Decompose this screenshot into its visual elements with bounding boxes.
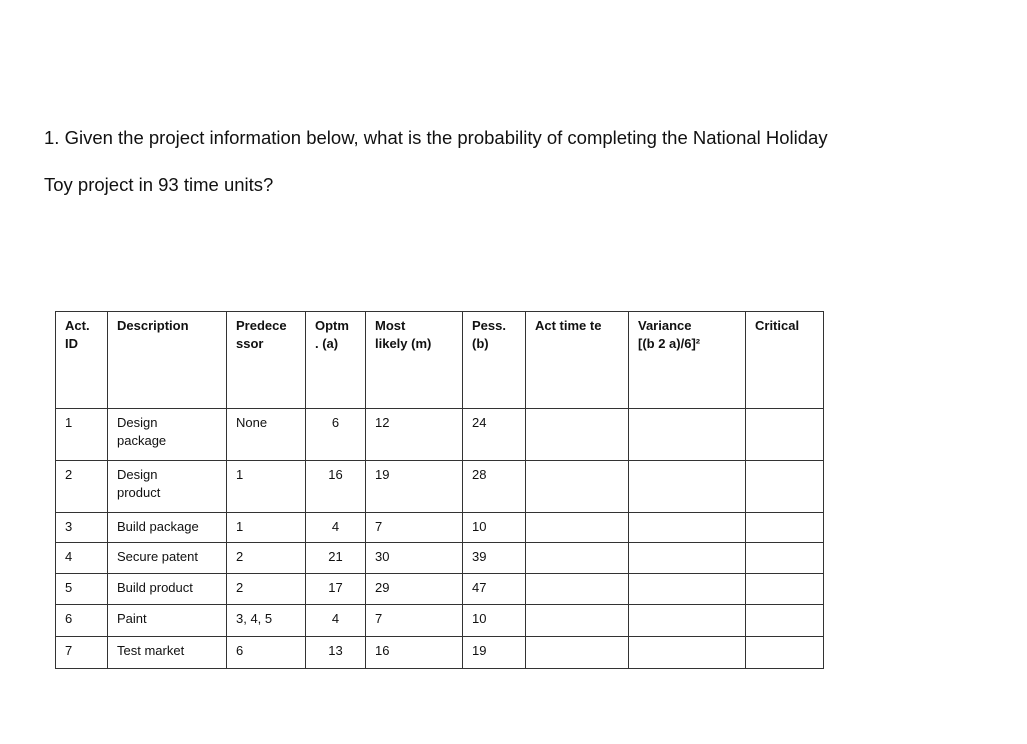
table-cell <box>526 543 629 574</box>
table-cell: 7 <box>366 605 463 637</box>
column-header <box>306 312 366 409</box>
table-cell: 5 <box>56 574 108 605</box>
table-cell <box>746 409 824 461</box>
column-header <box>526 312 629 409</box>
table-row <box>56 461 824 513</box>
table-cell <box>746 605 824 637</box>
header-line: Optm <box>315 318 349 333</box>
table-cell: 2 <box>227 574 306 605</box>
table-cell: 28 <box>463 461 526 513</box>
table-cell <box>629 409 746 461</box>
table-cell <box>526 574 629 605</box>
header-line: ssor <box>236 336 264 351</box>
table-cell: 3, 4, 5 <box>227 605 306 637</box>
table-cell: 39 <box>463 543 526 574</box>
table-header-row <box>56 312 824 409</box>
table-cell: 16 <box>306 461 366 513</box>
table-cell: Design package <box>108 409 227 461</box>
table-row <box>56 574 824 605</box>
table-cell: 1 <box>56 409 108 461</box>
table-cell: 2 <box>227 543 306 574</box>
header-line: ID <box>65 336 78 351</box>
table-cell <box>629 574 746 605</box>
table-cell: 19 <box>463 637 526 669</box>
header-line: Description <box>117 318 189 333</box>
table-cell <box>629 543 746 574</box>
header-line: Predece <box>236 318 287 333</box>
column-header <box>463 312 526 409</box>
header-line: . (a) <box>315 336 339 351</box>
table-cell <box>526 637 629 669</box>
table-cell: 6 <box>56 605 108 637</box>
table-cell <box>526 409 629 461</box>
header-line: Variance <box>638 318 692 333</box>
header-line: Most <box>375 318 406 333</box>
table-cell: 1 <box>227 513 306 543</box>
table-cell: 6 <box>227 637 306 669</box>
question-line-1: 1. Given the project information below, what is the probability of completing the National Holiday <box>44 127 828 148</box>
table-cell <box>629 605 746 637</box>
table-cell <box>526 513 629 543</box>
table-row <box>56 409 824 461</box>
table-cell: 4 <box>306 513 366 543</box>
table-cell: Secure patent <box>108 543 227 574</box>
table-cell: 19 <box>366 461 463 513</box>
table-cell: Paint <box>108 605 227 637</box>
table-cell: 7 <box>366 513 463 543</box>
table-cell: None <box>227 409 306 461</box>
header-line: likely (m) <box>375 336 432 351</box>
table-cell: 13 <box>306 637 366 669</box>
table-cell: 12 <box>366 409 463 461</box>
column-header <box>366 312 463 409</box>
table-cell: 2 <box>56 461 108 513</box>
table-cell <box>629 513 746 543</box>
column-header <box>629 312 746 409</box>
table-cell <box>746 461 824 513</box>
header-line: Act time te <box>535 318 602 333</box>
table-cell: Build package <box>108 513 227 543</box>
table-cell: 21 <box>306 543 366 574</box>
header-line: Pess. <box>472 318 506 333</box>
header-line: [(b 2 a)/6]² <box>638 336 701 351</box>
table-cell <box>746 543 824 574</box>
table-cell: 29 <box>366 574 463 605</box>
table-cell: 30 <box>366 543 463 574</box>
table-cell: 4 <box>56 543 108 574</box>
table-cell: 6 <box>306 409 366 461</box>
table-cell: Test market <box>108 637 227 669</box>
table-row <box>56 637 824 669</box>
table-cell <box>526 461 629 513</box>
project-table <box>55 311 824 669</box>
header-line: Critical <box>755 318 800 333</box>
table-cell: 24 <box>463 409 526 461</box>
column-header <box>108 312 227 409</box>
table-cell <box>629 461 746 513</box>
question-line-2: Toy project in 93 time units? <box>44 174 274 195</box>
column-header <box>746 312 824 409</box>
table-cell: 3 <box>56 513 108 543</box>
table-cell: 1 <box>227 461 306 513</box>
table-row <box>56 605 824 637</box>
table-row <box>56 513 824 543</box>
table-cell: 17 <box>306 574 366 605</box>
table-cell: 7 <box>56 637 108 669</box>
header-line: Act. <box>65 318 90 333</box>
table-cell <box>629 637 746 669</box>
table-cell <box>746 574 824 605</box>
table-cell: 4 <box>306 605 366 637</box>
table-cell: 10 <box>463 513 526 543</box>
table-cell: Build product <box>108 574 227 605</box>
table-cell <box>526 605 629 637</box>
table-cell: Design product <box>108 461 227 513</box>
table-cell: 47 <box>463 574 526 605</box>
header-line: (b) <box>472 336 489 351</box>
column-header <box>56 312 108 409</box>
table-cell: 16 <box>366 637 463 669</box>
table-cell <box>746 637 824 669</box>
table-cell: 10 <box>463 605 526 637</box>
column-header <box>227 312 306 409</box>
table-cell <box>746 513 824 543</box>
table-row <box>56 543 824 574</box>
